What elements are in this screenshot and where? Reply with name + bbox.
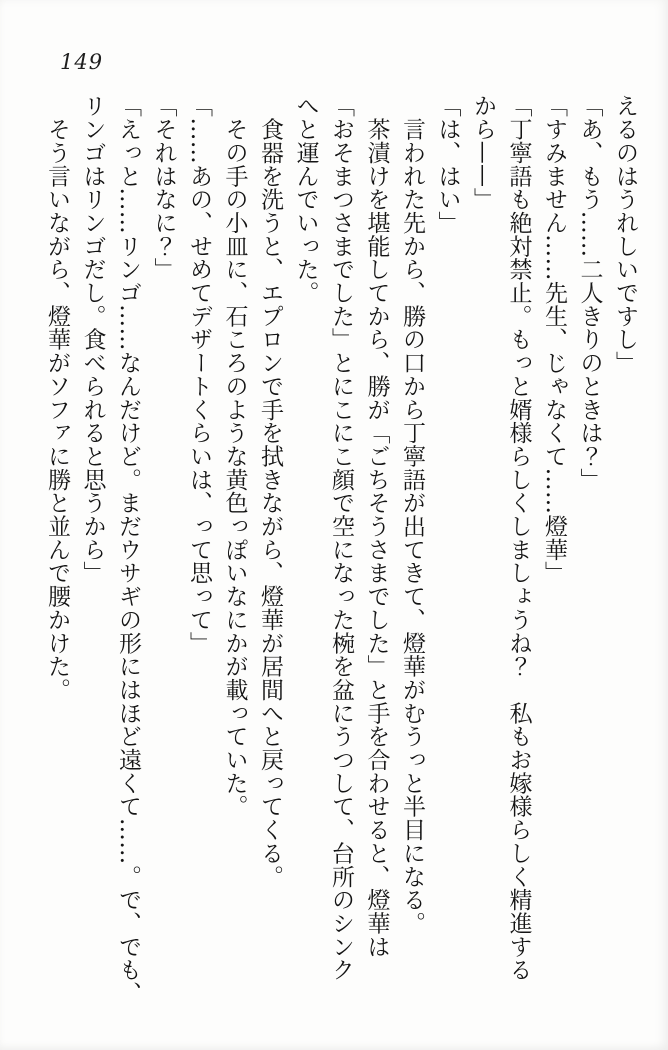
text-column: 「は、はい」 (434, 94, 461, 235)
text-column: 「えっと……リンゴ……なんだけど。まだウサギの形にはほど遠くて……。で、でも、 (115, 94, 141, 1005)
text-column: へと運んでいった。 (292, 94, 319, 305)
text-column: そう言いながら、燈華がソファに勝と並んで腰かけた。 (44, 94, 70, 702)
text-column: 茶漬けを堪能してから、勝が「ごちそうさまでした」と手を合わせると、燈華は (363, 94, 390, 958)
text-column: 「丁寧語も絶対禁止。もっと婿様らしくしましょうね？ 私もお嫁様らしく精進する (505, 94, 532, 982)
text-column: 「すみません……先生、じゃなくて……燈華」 (541, 94, 567, 585)
vertical-text-block (39, 94, 643, 1034)
text-column: 「それはなに？」 (150, 94, 177, 281)
page-number: 149 (60, 50, 104, 74)
text-column: 言われた先から、勝の口から丁寧語が出てきて、燈華がむうっと半目になる。 (399, 94, 425, 935)
text-column: 食器を洗うと、エプロンで手を拭きながら、燈華が居間へと戻ってくる。 (257, 94, 283, 888)
text-column: リンゴはリンゴだし。食べられると思うから」 (79, 94, 106, 585)
text-column: その手の小皿に、石ころのような黄色っぽいなにかが載っていた。 (221, 94, 248, 818)
text-column: えるのはうれしいですし」 (612, 94, 638, 375)
text-column: 「あ、もう……二人きりのときは？」 (576, 94, 603, 491)
text-column: から——」 (470, 94, 496, 211)
text-column: 「おそまつさまでした」とにこにこ顔で空になった椀を盆にうつして、台所のシンク (328, 94, 354, 982)
text-column: 「……あの、せめてデザートくらいは、って思って」 (186, 94, 212, 655)
